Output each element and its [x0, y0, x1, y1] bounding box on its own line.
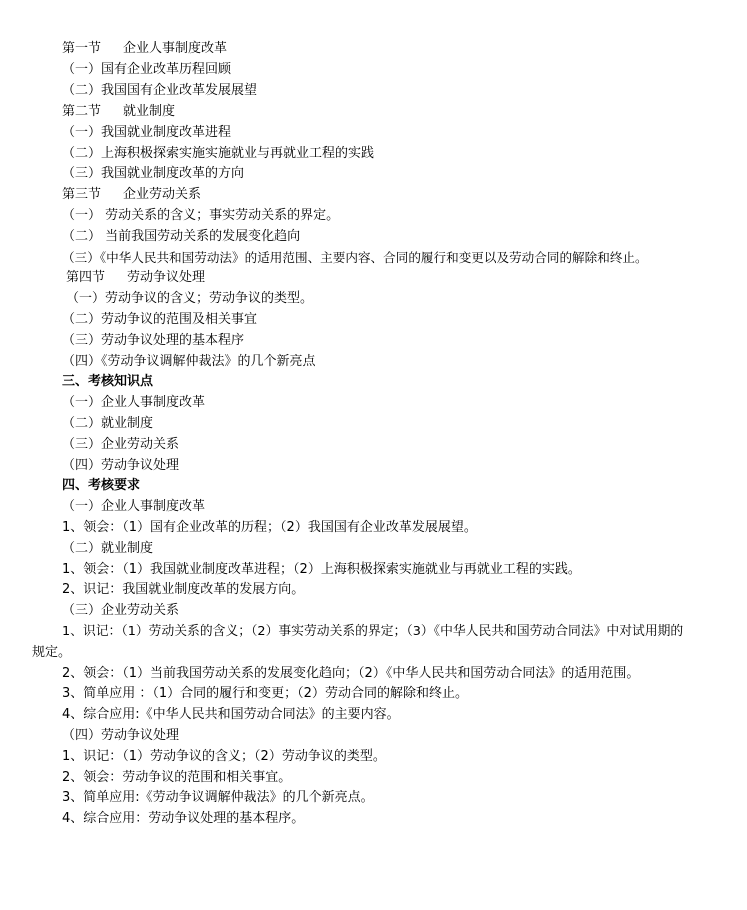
outline-item: （一）国有企业改革历程回顾 [62, 62, 232, 77]
outline-item: （四）劳动争议处理 [62, 458, 180, 473]
outline-item: （三）企业劳动关系 [62, 603, 180, 618]
requirement-item: 1、领会：（1）国有企业改革的历程；（2）我国国有企业改革发展展望。 [62, 520, 477, 535]
requirement-item: 4、综合应用:《中华人民共和国劳动合同法》的主要内容。 [62, 707, 400, 722]
section-heading-4: 第四节 劳动争议处理 [66, 270, 206, 285]
outline-item: （一）企业人事制度改革 [62, 499, 206, 514]
outline-item: （一）企业人事制度改革 [62, 395, 206, 410]
requirement-item: 4、综合应用：劳动争议处理的基本程序。 [62, 811, 305, 826]
chapter-heading-3: 三、考核知识点 [62, 374, 154, 389]
outline-item: （一）劳动争议的含义；劳动争议的类型。 [66, 291, 314, 306]
requirement-item-continuation: 规定。 [32, 645, 72, 660]
requirement-item: 2、领会：（1）当前我国劳动关系的发展变化趋向；（2）《中华人民共和国劳动合同法》的适用范围。 [62, 666, 640, 681]
outline-item: （二）劳动争议的范围及相关事宜 [62, 312, 258, 327]
outline-item: （三）《中华人民共和国劳动法》的适用范围、主要内容、合同的履行和变更以及劳动合同的解除和终止。 [62, 250, 648, 265]
requirement-item: 2、领会：劳动争议的范围和相关事宜。 [62, 770, 292, 785]
outline-item: （一）我国就业制度改革进程 [62, 125, 232, 140]
outline-item: （二） 当前我国劳动关系的发展变化趋向 [62, 229, 301, 244]
requirement-item: 1、识记：（1）劳动争议的含义；（2）劳动争议的类型。 [62, 749, 386, 764]
outline-item: （三）我国就业制度改革的方向 [62, 166, 245, 181]
section-heading-2: 第二节 就业制度 [62, 104, 176, 119]
requirement-item: 3、简单应用:《劳动争议调解仲裁法》的几个新亮点。 [62, 790, 374, 805]
chapter-heading-4: 四、考核要求 [62, 478, 141, 493]
outline-item: （四）劳动争议处理 [62, 728, 180, 743]
section-heading-1: 第一节 企业人事制度改革 [62, 41, 228, 56]
section-heading-3: 第三节 企业劳动关系 [62, 187, 202, 202]
outline-item: （二）我国国有企业改革发展展望 [62, 83, 258, 98]
requirement-item: 2、识记：我国就业制度改革的发展方向。 [62, 582, 305, 597]
outline-item: （二）上海积极探索实施实施就业与再就业工程的实践 [62, 146, 375, 161]
outline-item: （二）就业制度 [62, 416, 154, 431]
requirement-item: 3、简单应用 ：（1）合同的履行和变更；（2）劳动合同的解除和终止。 [62, 686, 468, 701]
outline-item: （二）就业制度 [62, 541, 154, 556]
requirement-item: 1、领会：（1）我国就业制度改革进程；（2）上海积极探索实施就业与再就业工程的实践。 [62, 562, 581, 577]
requirement-item: 1、识记：（1）劳动关系的含义；（2）事实劳动关系的界定；（3）《中华人民共和国劳动合同法》中对试用期的 [62, 624, 684, 639]
outline-item: （三）企业劳动关系 [62, 437, 180, 452]
outline-item: （一） 劳动关系的含义；事实劳动关系的界定。 [62, 208, 340, 223]
outline-item: （三）劳动争议处理的基本程序 [62, 333, 245, 348]
outline-item: （四）《劳动争议调解仲裁法》的几个新亮点 [62, 354, 316, 369]
